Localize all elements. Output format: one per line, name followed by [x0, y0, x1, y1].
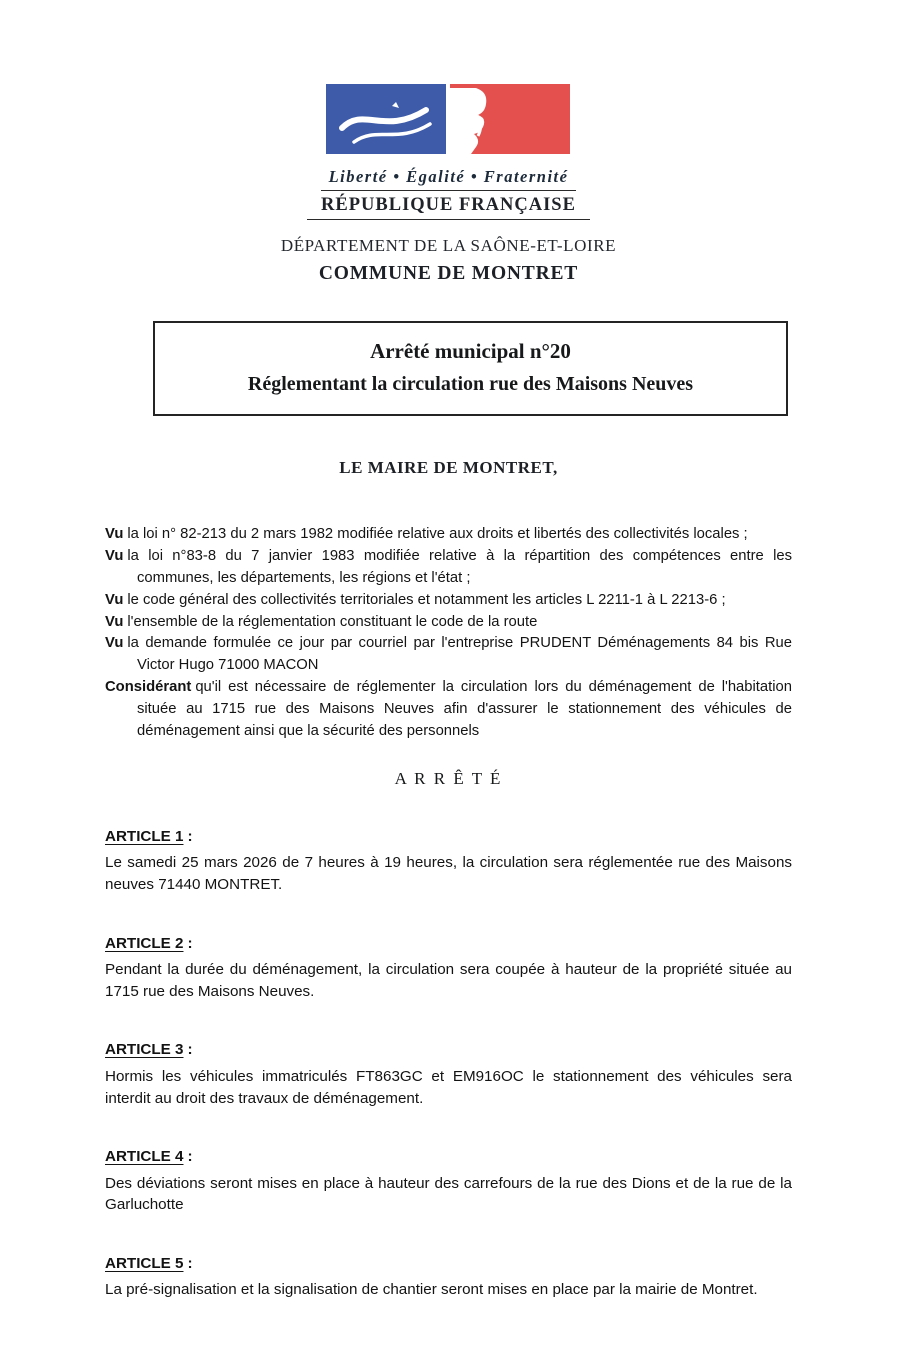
articles-section — [105, 826, 792, 1301]
article-colon: : — [187, 1041, 193, 1059]
article-label: ARTICLE 1 — [105, 827, 184, 845]
article-body: La pré-signalisation et la signalisation de chantier seront mises en place par la mairie de Montret. — [105, 1281, 758, 1299]
recital-label: Vu — [105, 613, 124, 630]
republic-motto: Liberté • Égalité • Fraternité — [321, 167, 577, 191]
article-heading — [105, 1039, 792, 1061]
article — [105, 1253, 792, 1301]
article-colon: : — [187, 1148, 193, 1166]
motto-wrap — [105, 167, 792, 191]
article — [105, 1146, 792, 1216]
recital-text: le code général des collectivités territoriales et notamment les articles L 2211-1 à L 2213-6 ; — [127, 591, 726, 608]
article-label: ARTICLE 5 — [105, 1254, 184, 1272]
mayor-salutation: LE MAIRE DE MONTRET, — [339, 458, 558, 477]
article-body: Pendant la durée du déménagement, la circulation sera coupée à hauteur de la propriété située au 1715 rue des Maisons Neuves. — [105, 961, 792, 1000]
article-heading — [105, 1253, 792, 1275]
article — [105, 826, 792, 896]
decree-heading: A R R Ê T É — [394, 768, 503, 788]
decree-title-line1: Arrêté municipal n°20 — [370, 339, 571, 363]
article-heading — [105, 933, 792, 955]
recital-text: la loi n°83-8 du 7 janvier 1983 modifiée relative à la répartition des compétences entre les communes, les départements, les régions et l'état ; — [127, 547, 792, 586]
recital-label: Vu — [105, 526, 124, 542]
recital-text: la loi n° 82-213 du 2 mars 1982 modifiée relative aux droits et libertés des collectivités locales ; — [127, 526, 748, 542]
article-body: Le samedi 25 mars 2026 de 7 heures à 19 heures, la circulation sera réglementée rue des Maisons neuves 71440 MONTRET. — [105, 854, 792, 894]
recital-text: l'ensemble de la réglementation constituant le code de la route — [127, 613, 538, 630]
article-colon: : — [187, 1254, 193, 1272]
article-body: Des déviations seront mises en place à hauteur des carrefours de la rue des Dions et de la rue de la Garluchotte — [105, 1174, 792, 1214]
recital — [105, 612, 792, 634]
decree-title-box — [153, 321, 788, 416]
recital — [105, 590, 792, 612]
french-republic-logo — [326, 84, 572, 156]
decree-title-line2: Réglementant la circulation rue des Maisons Neuves — [247, 373, 694, 395]
article — [105, 933, 792, 1003]
article-label: ARTICLE 2 — [105, 934, 184, 952]
republic-name: RÉPUBLIQUE FRANÇAISE — [307, 192, 590, 220]
recital-label: Vu — [105, 635, 124, 652]
recital — [105, 677, 792, 743]
article-colon: : — [187, 934, 193, 952]
article-label: ARTICLE 4 — [105, 1148, 184, 1166]
recital — [105, 633, 792, 677]
republic-wrap — [105, 191, 792, 220]
department-name: DÉPARTEMENT DE LA SAÔNE-ET-LOIRE — [280, 236, 617, 255]
letterhead — [105, 84, 792, 285]
recitals-section — [105, 524, 792, 743]
recital-label: Considérant — [105, 679, 192, 696]
commune-name: COMMUNE DE MONTRET — [318, 263, 579, 284]
recital-text: qu'il est nécessaire de réglementer la circulation lors du déménagement de l'habitation située au 1715 rue des Maisons Neuves afin d'assurer le stationnement des véhicules de déménagement ainsi que la sécurité des personnels — [137, 679, 792, 740]
article — [105, 1039, 792, 1109]
recital-label: Vu — [105, 547, 124, 564]
article-heading — [105, 1146, 792, 1168]
recital-label: Vu — [105, 591, 124, 608]
article-body: Hormis les véhicules immatriculés FT863GC et EM916OC le stationnement des véhicules sera interdit au droit des travaux de déménagement. — [105, 1067, 792, 1107]
article-heading — [105, 826, 792, 848]
article-colon: : — [187, 827, 193, 845]
recital-text: la demande formulée ce jour par courriel par l'entreprise PRUDENT Déménagements 84 bis Rue Victor Hugo 71000 MACON — [127, 635, 792, 674]
recital — [105, 546, 792, 590]
marianne-logo-icon — [326, 84, 572, 156]
article-label: ARTICLE 3 — [105, 1041, 184, 1059]
recital — [105, 524, 792, 546]
